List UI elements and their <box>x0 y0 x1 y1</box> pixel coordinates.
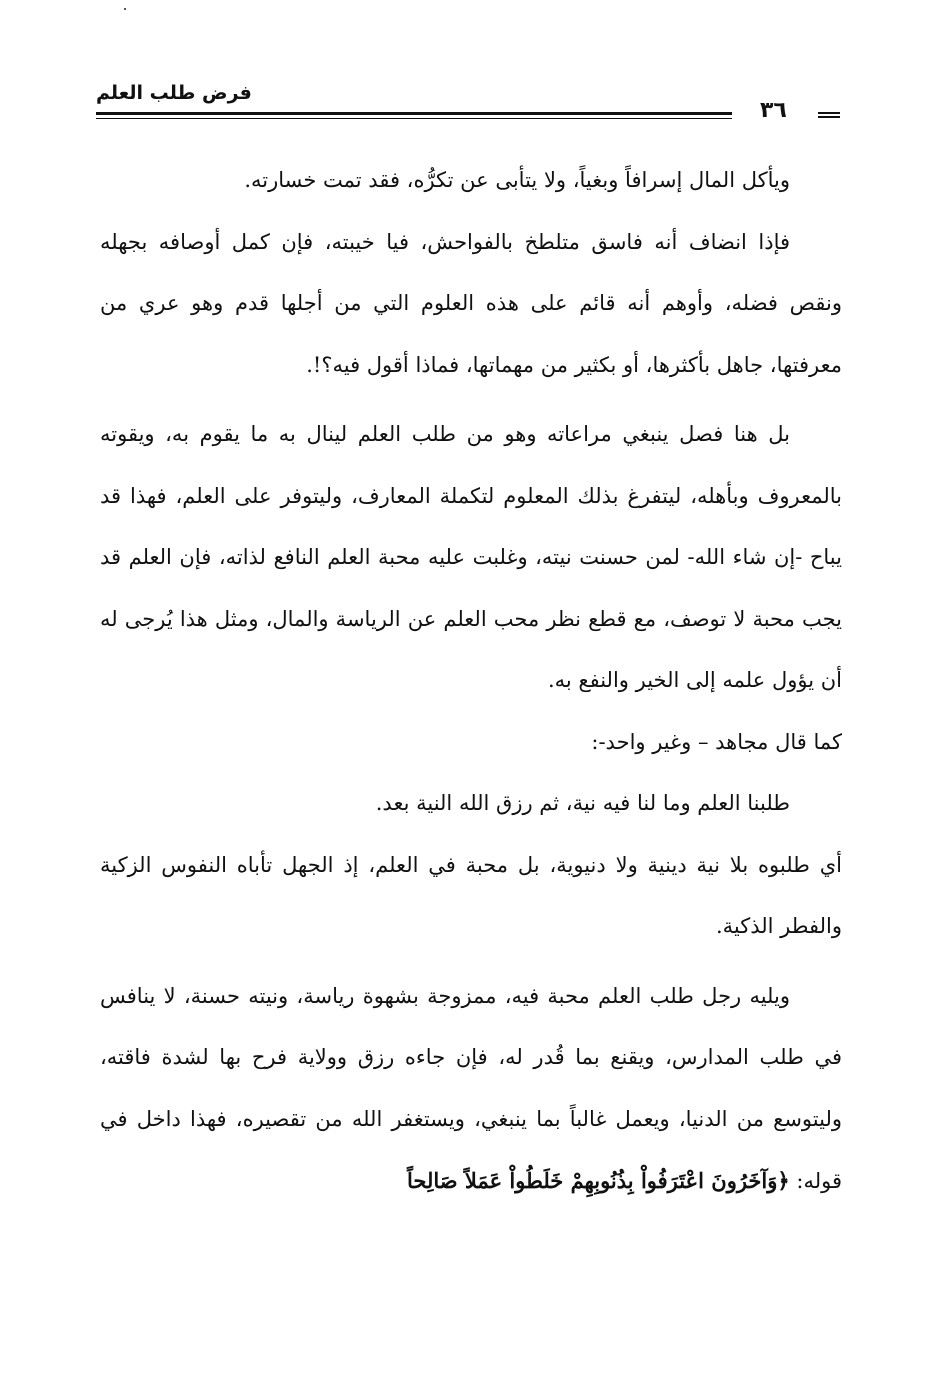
paragraph-2: فإذا انضاف أنه فاسق متلطخ بالفواحش، فيا خيبته، فإن كمل أوصافه بجهله ونقص فضله، وأوهم أنه قائم على هذه العلوم التي من أجلها قدم وهو عري من معرفتها، جاهل بأكثرها، أو بكثير من مهماتها، فماذا أقول فيه؟!. <box>100 229 842 377</box>
scan-speck <box>124 8 126 10</box>
paragraph-7 <box>100 966 842 1213</box>
paragraph-1: ويأكل المال إسرافاً وبغياً، ولا يتأبى عن تكرُّه، فقد تمت خسارته. <box>244 168 790 192</box>
page-body <box>100 150 842 1213</box>
running-title: فرض طلب العلم <box>96 82 252 104</box>
paragraph-6: أي طلبوه بلا نية دينية ولا دنيوية، بل محبة في العلم، إذ الجهل تأباه النفوس الزكية والفطر الذكية. <box>100 852 842 938</box>
paragraph-4-attribution: كما قال مجاهد – وغير واحد-: <box>591 729 842 754</box>
paragraph-3: بل هنا فصل ينبغي مراعاته وهو من طلب العلم لينال به ما يقوم به، ويقوته بالمعروف وبأهله، ليتفرغ بذلك المعلوم لتكملة المعارف، وليتوفر على العلم، فهذا قد يباح -إن شاء الله- لمن حسنت نيته، وغلبت عليه محبة العلم النافع لذاته، فإن العلم قد يجب محبة لا توصف، مع قطع نظر محب العلم عن الرياسة والمال، ومثل هذا يُرجى له أن يؤول علمه إلى الخير والنفع به. <box>100 422 842 692</box>
page-number: ٣٦ <box>760 98 787 123</box>
paragraph-7-text: ويليه رجل طلب العلم محبة فيه، ممزوجة بشهوة رياسة، ونيته حسنة، لا ينافس في طلب المدارس، ويقنع بما قُدر له، فإن جاءه رزق وولاية فرح بها لشدة فاقته، وليتوسع من الدنيا، ويعمل غالباً بما ينبغي، ويستغفر الله من تقصيره، فهذا داخل في قوله: <box>100 983 842 1193</box>
page-header <box>96 80 844 124</box>
page-number-dash <box>818 112 840 118</box>
paragraph-5-quote: طلبنا العلم وما لنا فيه نية، ثم رزق الله النية بعد. <box>375 791 790 815</box>
header-rule-thick <box>96 112 732 115</box>
header-rule-thin <box>96 118 732 119</box>
quran-quote: ﴿وَآخَرُونَ اعْتَرَفُواْ بِذُنُوبِهِمْ خَلَطُواْ عَمَلاً صَالِحاً <box>407 1168 790 1193</box>
